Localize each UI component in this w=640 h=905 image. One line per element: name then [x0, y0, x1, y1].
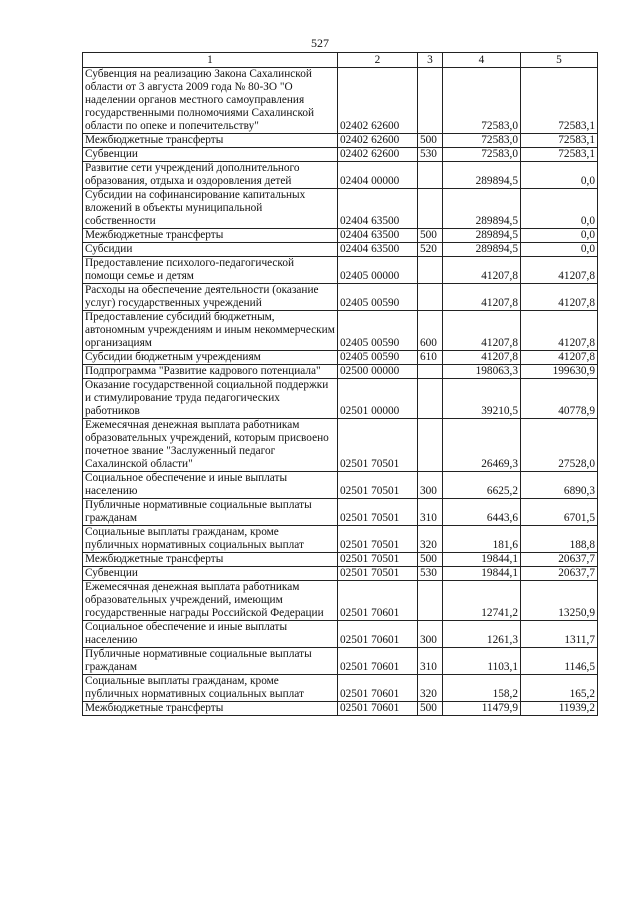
row-type-cell: 500	[418, 229, 443, 243]
row-code-cell: 02501 70601	[338, 702, 418, 716]
row-code-cell: 02402 62600	[338, 134, 418, 148]
row-value-col5: 72583,1	[521, 134, 598, 148]
row-value-col4: 72583,0	[443, 148, 521, 162]
row-name-cell: Межбюджетные трансферты	[83, 229, 338, 243]
table-row	[83, 229, 598, 243]
row-value-col5: 188,8	[521, 526, 598, 553]
row-value-col5: 0,0	[521, 229, 598, 243]
row-value-col4: 19844,1	[443, 567, 521, 581]
row-name-cell: Публичные нормативные социальные выплаты гражданам	[83, 499, 338, 526]
row-value-col4: 41207,8	[443, 257, 521, 284]
row-value-col5: 1311,7	[521, 621, 598, 648]
row-type-cell	[418, 365, 443, 379]
row-code-cell: 02405 00590	[338, 284, 418, 311]
row-name-cell: Социальное обеспечение и иные выплаты населению	[83, 621, 338, 648]
row-name-cell: Ежемесячная денежная выплата работникам образовательных учреждений, имеющим государственные награды Российской Федерации	[83, 581, 338, 621]
row-value-col5: 40778,9	[521, 379, 598, 419]
row-code-cell: 02405 00590	[338, 351, 418, 365]
table-row	[83, 365, 598, 379]
row-value-col4: 6625,2	[443, 472, 521, 499]
row-value-col4: 39210,5	[443, 379, 521, 419]
row-type-cell: 320	[418, 675, 443, 702]
row-name-cell: Предоставление субсидий бюджетным, автономным учреждениям и иным некоммерческим организациям	[83, 311, 338, 351]
row-code-cell: 02501 70601	[338, 675, 418, 702]
column-header-3: 3	[418, 53, 443, 68]
row-name-cell: Межбюджетные трансферты	[83, 702, 338, 716]
row-type-cell: 310	[418, 499, 443, 526]
row-value-col5: 41207,8	[521, 284, 598, 311]
row-value-col4: 1261,3	[443, 621, 521, 648]
row-value-col5: 20637,7	[521, 553, 598, 567]
row-code-cell: 02501 70601	[338, 621, 418, 648]
row-type-cell: 600	[418, 311, 443, 351]
row-value-col4: 11479,9	[443, 702, 521, 716]
row-value-col4: 19844,1	[443, 553, 521, 567]
page-number: 527	[311, 36, 329, 50]
row-type-cell	[418, 379, 443, 419]
row-value-col4: 72583,0	[443, 134, 521, 148]
row-name-cell: Предоставление психолого-педагогической помощи семье и детям	[83, 257, 338, 284]
table-row	[83, 351, 598, 365]
row-name-cell: Межбюджетные трансферты	[83, 134, 338, 148]
row-name-cell: Субвенции	[83, 148, 338, 162]
row-code-cell: 02501 70501	[338, 553, 418, 567]
table-row	[83, 148, 598, 162]
row-value-col4: 289894,5	[443, 162, 521, 189]
row-type-cell	[418, 581, 443, 621]
row-name-cell: Подпрограмма "Развитие кадрового потенциала"	[83, 365, 338, 379]
table-row	[83, 284, 598, 311]
column-header-2: 2	[338, 53, 418, 68]
row-type-cell	[418, 257, 443, 284]
table-row	[83, 526, 598, 553]
row-name-cell: Субвенция на реализацию Закона Сахалинской области от 3 августа 2009 года № 80-ЗО "О наделении органов местного самоуправления государственными полномочиями Сахалинской области по опеке и попечительству"	[83, 68, 338, 134]
row-type-cell: 500	[418, 134, 443, 148]
row-value-col4: 41207,8	[443, 351, 521, 365]
row-name-cell: Субвенции	[83, 567, 338, 581]
row-name-cell: Ежемесячная денежная выплата работникам образовательных учреждений, которым присвоено почетное звание "Заслуженный педагог Сахалинской области"	[83, 419, 338, 472]
row-name-cell: Субсидии бюджетным учреждениям	[83, 351, 338, 365]
row-type-cell	[418, 68, 443, 134]
row-code-cell: 02405 00590	[338, 311, 418, 351]
table-row	[83, 243, 598, 257]
row-code-cell: 02404 63500	[338, 243, 418, 257]
row-value-col4: 72583,0	[443, 68, 521, 134]
table-row	[83, 311, 598, 351]
row-type-cell: 610	[418, 351, 443, 365]
table-row	[83, 134, 598, 148]
row-value-col5: 41207,8	[521, 351, 598, 365]
row-value-col5: 11939,2	[521, 702, 598, 716]
row-code-cell: 02501 70601	[338, 648, 418, 675]
row-name-cell: Расходы на обеспечение деятельности (оказание услуг) государственных учреждений	[83, 284, 338, 311]
table-row	[83, 189, 598, 229]
row-value-col5: 41207,8	[521, 257, 598, 284]
table-row	[83, 162, 598, 189]
row-value-col5: 0,0	[521, 189, 598, 229]
row-type-cell: 500	[418, 702, 443, 716]
row-type-cell: 300	[418, 621, 443, 648]
row-code-cell: 02402 62600	[338, 148, 418, 162]
row-type-cell	[418, 284, 443, 311]
row-type-cell: 310	[418, 648, 443, 675]
row-value-col5: 27528,0	[521, 419, 598, 472]
row-value-col4: 158,2	[443, 675, 521, 702]
table-row	[83, 499, 598, 526]
row-type-cell: 320	[418, 526, 443, 553]
budget-table	[82, 52, 598, 716]
table-row	[83, 553, 598, 567]
table-row	[83, 702, 598, 716]
row-value-col4: 41207,8	[443, 284, 521, 311]
row-value-col5: 1146,5	[521, 648, 598, 675]
row-type-cell: 530	[418, 567, 443, 581]
row-name-cell: Развитие сети учреждений дополнительного образования, отдыха и оздоровления детей	[83, 162, 338, 189]
column-header-5: 5	[521, 53, 598, 68]
row-code-cell: 02501 70501	[338, 472, 418, 499]
table-row	[83, 472, 598, 499]
table-row	[83, 675, 598, 702]
row-value-col5: 72583,1	[521, 148, 598, 162]
row-name-cell: Оказание государственной социальной поддержки и стимулирование труда педагогических работников	[83, 379, 338, 419]
row-value-col5: 0,0	[521, 243, 598, 257]
row-value-col5: 0,0	[521, 162, 598, 189]
table-row	[83, 257, 598, 284]
row-type-cell	[418, 189, 443, 229]
row-value-col5: 72583,1	[521, 68, 598, 134]
row-value-col5: 199630,9	[521, 365, 598, 379]
column-header-4: 4	[443, 53, 521, 68]
table-row	[83, 379, 598, 419]
row-type-cell: 300	[418, 472, 443, 499]
row-name-cell: Социальное обеспечение и иные выплаты населению	[83, 472, 338, 499]
table-row	[83, 419, 598, 472]
row-value-col4: 26469,3	[443, 419, 521, 472]
row-type-cell: 500	[418, 553, 443, 567]
row-value-col4: 198063,3	[443, 365, 521, 379]
row-name-cell: Социальные выплаты гражданам, кроме публичных нормативных социальных выплат	[83, 675, 338, 702]
row-code-cell: 02501 70601	[338, 581, 418, 621]
row-code-cell: 02501 00000	[338, 379, 418, 419]
row-name-cell: Субсидии	[83, 243, 338, 257]
row-code-cell: 02501 70501	[338, 499, 418, 526]
row-code-cell: 02500 00000	[338, 365, 418, 379]
row-value-col4: 181,6	[443, 526, 521, 553]
row-type-cell	[418, 419, 443, 472]
row-value-col5: 165,2	[521, 675, 598, 702]
row-value-col4: 289894,5	[443, 189, 521, 229]
table-row	[83, 567, 598, 581]
row-value-col4: 289894,5	[443, 243, 521, 257]
table-row	[83, 648, 598, 675]
row-value-col5: 13250,9	[521, 581, 598, 621]
row-name-cell: Межбюджетные трансферты	[83, 553, 338, 567]
row-code-cell: 02402 62600	[338, 68, 418, 134]
row-code-cell: 02404 63500	[338, 189, 418, 229]
row-type-cell	[418, 162, 443, 189]
row-code-cell: 02404 63500	[338, 229, 418, 243]
row-code-cell: 02501 70501	[338, 567, 418, 581]
row-code-cell: 02501 70501	[338, 419, 418, 472]
row-value-col4: 41207,8	[443, 311, 521, 351]
row-name-cell: Публичные нормативные социальные выплаты гражданам	[83, 648, 338, 675]
row-value-col4: 12741,2	[443, 581, 521, 621]
row-type-cell: 530	[418, 148, 443, 162]
table-row	[83, 581, 598, 621]
column-header-1: 1	[83, 53, 338, 68]
row-value-col5: 6890,3	[521, 472, 598, 499]
row-code-cell: 02405 00000	[338, 257, 418, 284]
row-value-col4: 1103,1	[443, 648, 521, 675]
row-type-cell: 520	[418, 243, 443, 257]
row-code-cell: 02404 00000	[338, 162, 418, 189]
row-value-col4: 6443,6	[443, 499, 521, 526]
row-value-col4: 289894,5	[443, 229, 521, 243]
row-value-col5: 6701,5	[521, 499, 598, 526]
table-row	[83, 621, 598, 648]
row-value-col5: 20637,7	[521, 567, 598, 581]
row-name-cell: Социальные выплаты гражданам, кроме публичных нормативных социальных выплат	[83, 526, 338, 553]
table-row	[83, 68, 598, 134]
row-value-col5: 41207,8	[521, 311, 598, 351]
header-row	[83, 53, 598, 68]
row-code-cell: 02501 70501	[338, 526, 418, 553]
row-name-cell: Субсидии на софинансирование капитальных вложений в объекты муниципальной собственности	[83, 189, 338, 229]
